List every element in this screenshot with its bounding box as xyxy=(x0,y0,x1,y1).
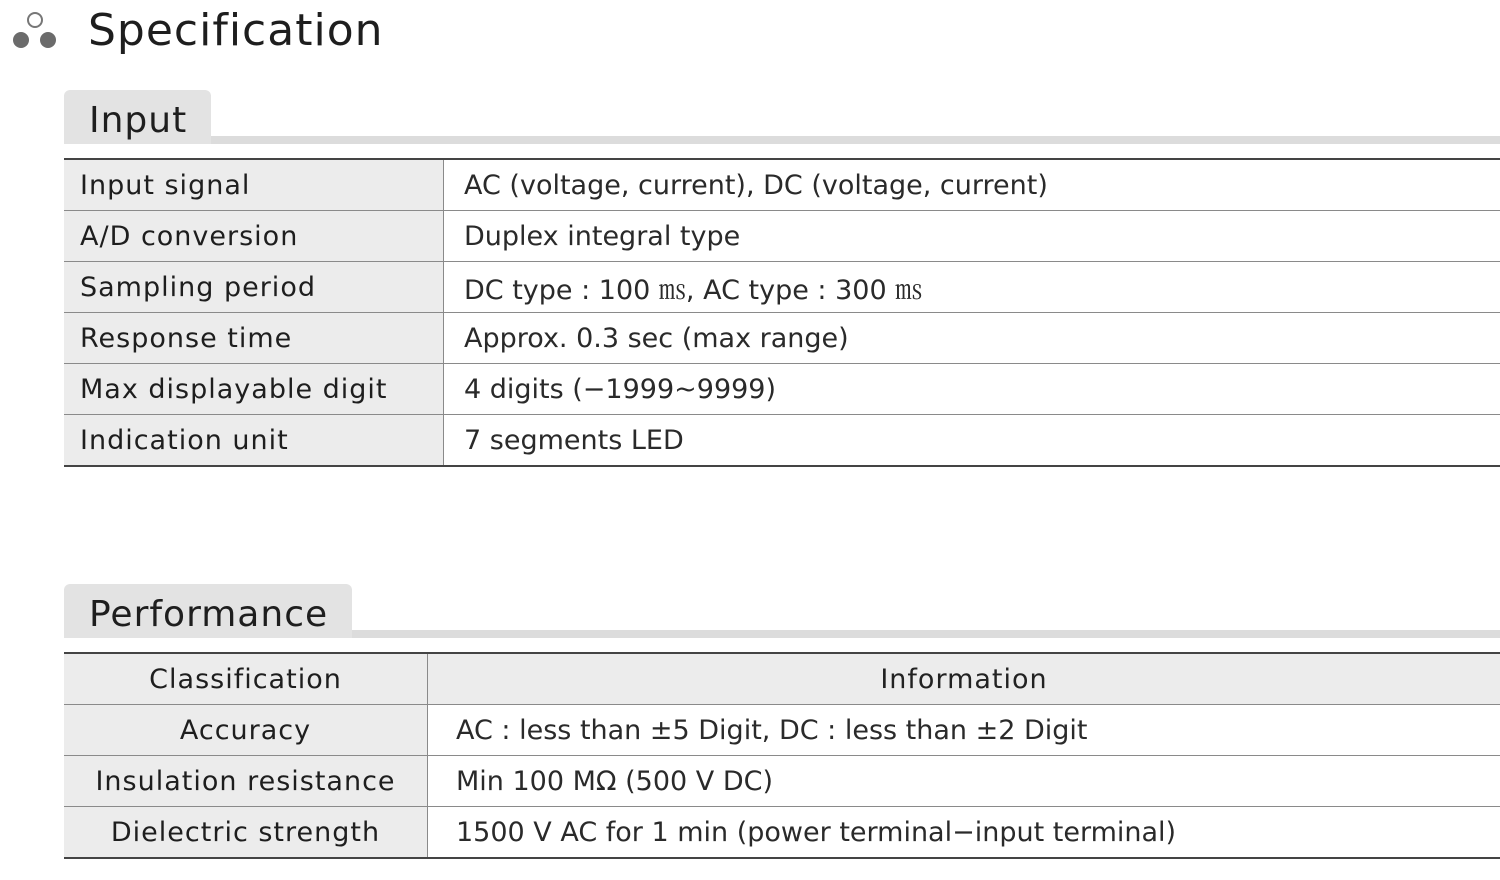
table-row xyxy=(64,159,1500,211)
table-row xyxy=(64,211,1500,262)
input-section xyxy=(64,90,1500,467)
row-value: AC (voltage, current), DC (voltage, current) xyxy=(444,159,1500,211)
row-label: Dielectric strength xyxy=(64,807,428,859)
input-section-title: Input xyxy=(64,90,211,144)
row-label: Input signal xyxy=(64,159,444,211)
row-value: Approx. 0.3 sec (max range) xyxy=(444,313,1500,364)
row-value: 1500 V AC for 1 min (power terminal−input terminal) xyxy=(456,816,1177,848)
row-label: A/D conversion xyxy=(64,211,444,262)
column-header-classification: Classification xyxy=(64,653,428,705)
table-row xyxy=(64,364,1500,415)
row-label: Sampling period xyxy=(64,262,444,313)
table-header-row xyxy=(64,653,1500,705)
table-row xyxy=(64,807,1500,859)
table-row xyxy=(64,262,1500,313)
table-row xyxy=(64,313,1500,364)
row-value: 4 digits (−1999~9999) xyxy=(444,364,1500,415)
table-row xyxy=(64,756,1500,807)
section-bullet-icon xyxy=(10,10,60,50)
performance-section xyxy=(64,584,1500,859)
row-label: Response time xyxy=(64,313,444,364)
row-value: DC type : 100 ㎳, AC type : 300 ㎳ xyxy=(444,262,1500,313)
row-label: Insulation resistance xyxy=(64,756,428,807)
input-spec-table xyxy=(64,158,1500,467)
column-header-information: Information xyxy=(428,653,1500,705)
table-row xyxy=(64,705,1500,756)
row-value: AC : less than ±5 Digit, DC : less than ±2 Digit xyxy=(428,705,1500,756)
page-title: Specification xyxy=(88,5,384,56)
row-label: Max displayable digit xyxy=(64,364,444,415)
row-value: Duplex integral type xyxy=(444,211,1500,262)
row-value: Min 100 MΩ (500 V DC) xyxy=(428,756,1500,807)
row-label: Indication unit xyxy=(64,415,444,467)
row-label: Accuracy xyxy=(64,705,428,756)
table-row xyxy=(64,415,1500,467)
performance-spec-table xyxy=(64,652,1500,859)
performance-section-title: Performance xyxy=(64,584,352,638)
section-divider xyxy=(64,136,1500,144)
row-value: 7 segments LED xyxy=(464,424,684,456)
